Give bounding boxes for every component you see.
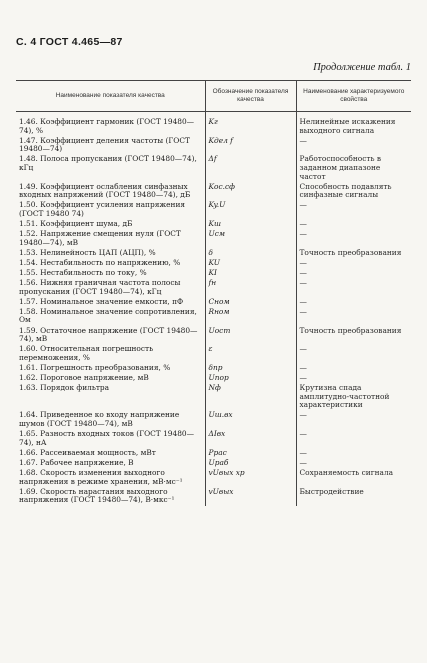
table-row <box>16 345 411 364</box>
indicator-name-cell: 1.50. Коэффициент усиления напряжения (ГОСТ 19480 74) <box>19 200 186 218</box>
table-body <box>16 112 411 507</box>
table-row <box>16 112 411 137</box>
property-cell: — <box>296 308 411 327</box>
indicator-symbol-cell: Kдел f <box>205 137 296 156</box>
property-cell: — <box>296 345 411 364</box>
indicator-name-cell: 1.48. Полоса пропускания (ГОСТ 19480—74), кГц <box>19 154 197 172</box>
indicator-name-cell: 1.54. Нестабильность по напряжению, % <box>19 257 181 267</box>
table-row <box>16 469 411 488</box>
property-cell: Нелинейные искажения выходного сигнала <box>296 112 411 137</box>
indicator-name-cell: 1.62. Пороговое напряжение, мВ <box>19 373 149 383</box>
indicator-name-cell: 1.67. Рабочее напряжение, В <box>19 457 134 467</box>
property-cell: — <box>296 298 411 308</box>
table-row <box>16 201 411 220</box>
indicator-symbol-cell: Nф <box>205 384 296 411</box>
table-row <box>16 327 411 346</box>
property-cell: Крутизна спада амплитудно-частотной характеристики <box>296 384 411 411</box>
property-cell: — <box>296 411 411 430</box>
property-cell: — <box>296 430 411 449</box>
indicator-symbol-cell: δ <box>205 249 296 259</box>
page-header: С. 4 ГОСТ 4.465—87 <box>16 36 123 48</box>
property-cell: — <box>296 269 411 279</box>
indicator-name-cell: 1.69. Скорость нарастания выходного напряжения (ГОСТ 19480—74), В·мкс⁻¹ <box>19 486 175 505</box>
column-header-indicator-name: Наименование показателя качества <box>16 81 205 112</box>
indicator-symbol-cell: Cном <box>205 298 296 308</box>
table-row <box>16 384 411 411</box>
indicator-symbol-cell: Kш <box>205 220 296 230</box>
indicator-symbol-cell: vUвых <box>205 488 296 507</box>
indicator-symbol-cell: Uост <box>205 327 296 346</box>
indicator-symbol-cell: Δf <box>205 155 296 182</box>
table-row <box>16 183 411 202</box>
property-cell: Работоспособность в заданном диапазоне частот <box>296 155 411 182</box>
indicator-symbol-cell: KI <box>205 269 296 279</box>
indicator-symbol-cell: δпр <box>205 364 296 374</box>
indicator-symbol-cell: Uраб <box>205 459 296 469</box>
indicator-name-cell: 1.51. Коэффициент шума, дБ <box>19 219 133 229</box>
indicator-symbol-cell: Uсм <box>205 230 296 249</box>
property-cell: — <box>296 364 411 374</box>
property-cell: Точность преобразования <box>296 327 411 346</box>
indicator-symbol-cell: Uпор <box>205 374 296 384</box>
property-cell: — <box>296 201 411 220</box>
table-header-row <box>16 81 411 112</box>
indicator-symbol-cell: KU <box>205 259 296 269</box>
table-row <box>16 230 411 249</box>
indicator-name-cell: 1.63. Порядок фильтра <box>19 383 110 393</box>
indicator-symbol-cell: Uш.вх <box>205 411 296 430</box>
indicator-symbol-cell: Kг <box>205 112 296 137</box>
table-continuation-label: Продолжение табл. 1 <box>313 62 411 73</box>
property-cell: — <box>296 137 411 156</box>
table-row <box>16 155 411 182</box>
indicator-name-cell: 1.55. Нестабильность по току, % <box>19 268 147 277</box>
indicator-name-cell: 1.58. Номинальное значение сопротивления, Ом <box>19 306 197 325</box>
property-cell: — <box>296 374 411 384</box>
indicator-name-cell: 1.68. Скорость изменения выходного напряжения в режиме хранения, мВ·мс⁻¹ <box>19 467 183 486</box>
indicator-name-cell: 1.60. Относительная погрешность перемножения, % <box>19 344 154 362</box>
indicator-name-cell: 1.46. Коэффициент гармоник (ГОСТ 19480—74), % <box>19 117 195 135</box>
property-cell: — <box>296 259 411 269</box>
table-row <box>16 430 411 449</box>
indicator-symbol-cell: Pрас <box>205 449 296 459</box>
indicator-name-cell: 1.57. Номинальное значение емкости, пФ <box>19 296 184 306</box>
indicator-symbol-cell: Ky.U <box>205 201 296 220</box>
property-cell: Способность подавлять синфазные сигналы <box>296 183 411 202</box>
indicator-symbol-cell: Rном <box>205 308 296 327</box>
property-cell: — <box>296 230 411 249</box>
property-cell: — <box>296 449 411 459</box>
property-cell: — <box>296 459 411 469</box>
property-cell: — <box>296 279 411 298</box>
indicator-name-cell: 1.66. Рассеиваемая мощность, мВт <box>19 447 156 457</box>
indicator-symbol-cell: fн <box>205 279 296 298</box>
indicator-name-cell: 1.47. Коэффициент деления частоты (ГОСТ 19480—74) <box>19 135 190 154</box>
indicator-name-cell: 1.56. Нижняя граничная частота полосы пропускания (ГОСТ 19480—74), кГц <box>19 278 181 296</box>
indicator-symbol-cell: ΔIвх <box>205 430 296 449</box>
indicator-name-cell: 1.64. Приведенное ко входу напряжение шумов (ГОСТ 19480—74), мВ <box>19 410 180 428</box>
column-header-indicator-symbol: Обозначение показателя качества <box>205 81 296 112</box>
column-header-property: Наименование характеризуемого свойства <box>296 81 411 112</box>
indicator-name-cell: 1.49. Коэффициент ослабления синфазных входных напряжений (ГОСТ 19480—74), дБ <box>19 181 191 200</box>
property-cell: — <box>296 220 411 230</box>
indicator-name-cell: 1.59. Остаточное напряжение (ГОСТ 19480—74), мВ <box>19 325 198 344</box>
table-row <box>16 488 411 507</box>
property-cell: Быстродействие <box>296 488 411 507</box>
indicator-name-cell: 1.61. Погрешность преобразования, % <box>19 362 171 372</box>
indicator-name-cell: 1.53. Нелинейность ЦАП (АЦП), % <box>19 247 156 257</box>
table-row <box>16 279 411 298</box>
indicator-name-cell: 1.65. Разность входных токов (ГОСТ 19480—74), нА <box>19 429 194 447</box>
table-row <box>16 308 411 327</box>
indicator-symbol-cell: Kос.сф <box>205 183 296 202</box>
indicator-symbol-cell: vUвых хр <box>205 469 296 488</box>
indicator-name-cell: 1.52. Напряжение смещения нуля (ГОСТ 19480—74), мВ <box>19 229 181 247</box>
table-row <box>16 411 411 430</box>
quality-indicators-table <box>16 80 411 506</box>
property-cell: Точность преобразования <box>296 249 411 259</box>
table-row <box>16 137 411 156</box>
property-cell: Сохраняемость сигнала <box>296 469 411 488</box>
indicator-symbol-cell: ε <box>205 345 296 364</box>
